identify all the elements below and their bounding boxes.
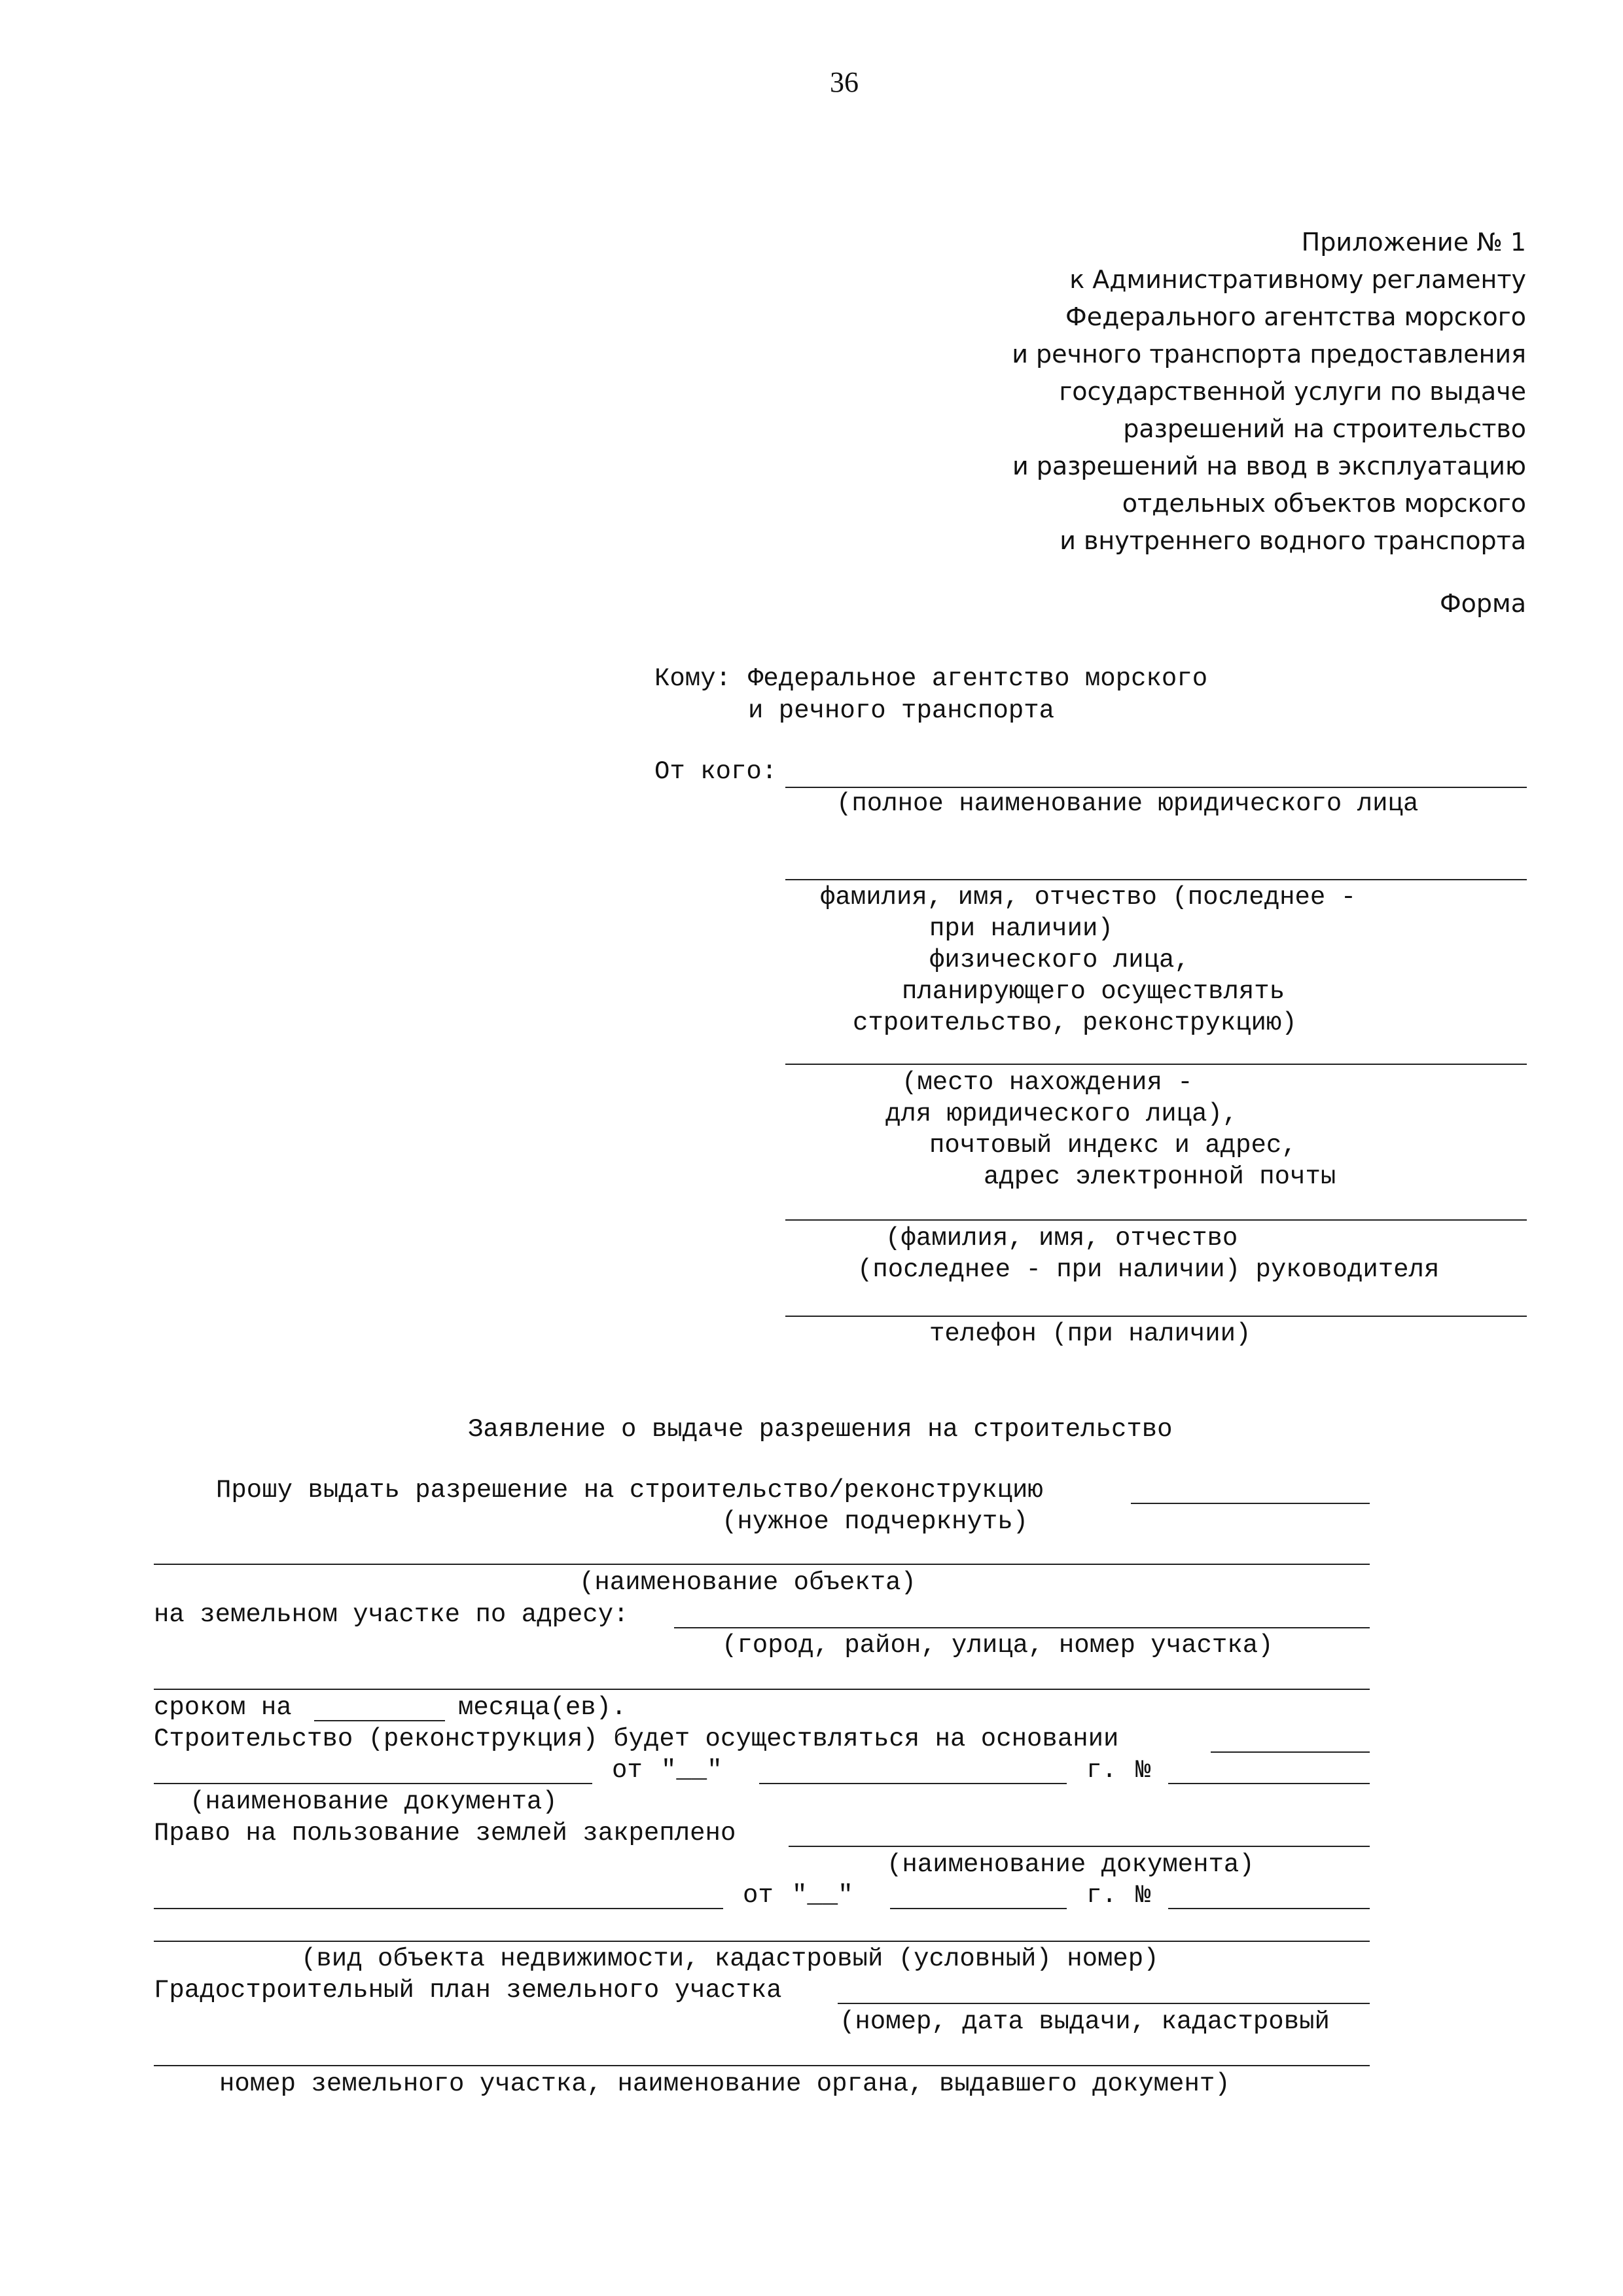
date-quotes-2: "__" [792, 1881, 853, 1910]
hint-gpzu-2: номер земельного участка, наименование органа, выдавшего документ) [219, 2070, 1230, 2098]
year-abbr-2: г. [1086, 1881, 1117, 1910]
property-field[interactable] [154, 1941, 1370, 1942]
land-right-number-field[interactable] [1168, 1908, 1370, 1909]
basis-field[interactable] [1211, 1751, 1370, 1753]
hint-person-line: строительство, реконструкцию) [853, 1009, 1297, 1037]
hint-location-line: адрес электронной почты [984, 1162, 1336, 1191]
gpzu-field-continued[interactable] [154, 2065, 1370, 2066]
hint-person-line: при наличии) [929, 914, 1113, 943]
basis-document-field[interactable] [154, 1783, 592, 1784]
appendix-line: разрешений на строительство [1123, 414, 1526, 443]
appendix-line: Приложение № 1 [1301, 228, 1526, 257]
from-label: От кого: [654, 757, 777, 786]
number-sign-2: № [1135, 1881, 1151, 1910]
land-right-date-field[interactable] [890, 1908, 1067, 1909]
hint-person-line: физического лица, [929, 946, 1190, 975]
hint-object: (наименование объекта) [579, 1568, 916, 1597]
hint-gpzu-1: (номер, дата выдачи, кадастровый [840, 2007, 1330, 2036]
basis-text: Строительство (реконструкция) будет осуществляться на основании [154, 1725, 1119, 1753]
land-right-text: Право на пользование землей закреплено [154, 1819, 736, 1848]
request-type-field[interactable] [1131, 1503, 1370, 1504]
land-right-document-field[interactable] [154, 1908, 723, 1909]
appendix-block [806, 224, 1526, 560]
hint-document-2: (наименование документа) [887, 1850, 1255, 1879]
request-text: Прошу выдать разрешение на строительство/реконструкцию [216, 1476, 1043, 1505]
hint-underline: (нужное подчеркнуть) [722, 1507, 1029, 1536]
date-quotes: "__" [661, 1756, 722, 1785]
hint-location-line: почтовый индекс и адрес, [929, 1131, 1297, 1160]
application-title: Заявление о выдаче разрешения на строительство [468, 1415, 1173, 1444]
appendix-line: и внутреннего водного транспорта [1060, 526, 1526, 555]
land-right-field[interactable] [789, 1846, 1370, 1847]
basis-number-field[interactable] [1168, 1783, 1370, 1784]
head-name-field[interactable] [785, 1219, 1527, 1221]
appendix-line: отдельных объектов морского [1122, 489, 1526, 518]
location-field[interactable] [785, 1064, 1527, 1065]
number-sign: № [1135, 1756, 1151, 1785]
appendix-line: и речного транспорта предоставления [1012, 340, 1526, 368]
hint-address: (город, район, улица, номер участка) [722, 1631, 1274, 1660]
address-field-continued[interactable] [154, 1689, 1370, 1690]
form-label: Форма [1439, 589, 1526, 618]
gpzu-text: Градостроительный план земельного участка [154, 1976, 782, 2005]
hint-head-line: (последнее - при наличии) руководителя [857, 1255, 1440, 1284]
appendix-line: Федерального агентства морского [1065, 302, 1526, 331]
appendix-line: и разрешений на ввод в эксплуатацию [1012, 452, 1526, 480]
gpzu-field[interactable] [838, 2003, 1370, 2004]
term-prefix: сроком на [154, 1693, 292, 1722]
appendix-line: государственной услуги по выдаче [1059, 377, 1526, 406]
hint-person-line: планирующего осуществлять [902, 977, 1285, 1006]
phone-field[interactable] [785, 1316, 1527, 1317]
land-label: на земельном участке по адресу: [154, 1600, 629, 1629]
from-person-field[interactable] [785, 879, 1527, 880]
year-abbr: г. [1086, 1756, 1117, 1785]
page-number: 36 [830, 66, 859, 98]
from-word: от [612, 1756, 643, 1785]
to-label: Кому: [654, 664, 732, 693]
object-name-field[interactable] [154, 1564, 1370, 1565]
appendix-line: к Административному регламенту [1069, 265, 1526, 294]
term-field[interactable] [314, 1720, 445, 1721]
hint-head-line: (фамилия, имя, отчество [885, 1224, 1238, 1253]
hint-legal-entity: (полное наименование юридического лица [836, 789, 1419, 818]
hint-location-line: (место нахождения - [902, 1068, 1193, 1097]
from-word-2: от [743, 1881, 774, 1910]
basis-date-field[interactable] [759, 1783, 1067, 1784]
hint-property: (вид объекта недвижимости, кадастровый (условный) номер) [301, 1945, 1159, 1973]
address-field[interactable] [674, 1627, 1370, 1628]
hint-location-line: для юридического лица), [885, 1100, 1238, 1128]
to-line-1: Федеральное агентство морского [748, 664, 1208, 693]
to-line-2: и речного транспорта [748, 696, 1055, 725]
hint-phone: телефон (при наличии) [929, 1319, 1251, 1348]
hint-document: (наименование документа) [190, 1787, 558, 1816]
term-suffix: месяца(ев). [458, 1693, 627, 1722]
hint-person-line: фамилия, имя, отчество (последнее - [820, 883, 1357, 912]
